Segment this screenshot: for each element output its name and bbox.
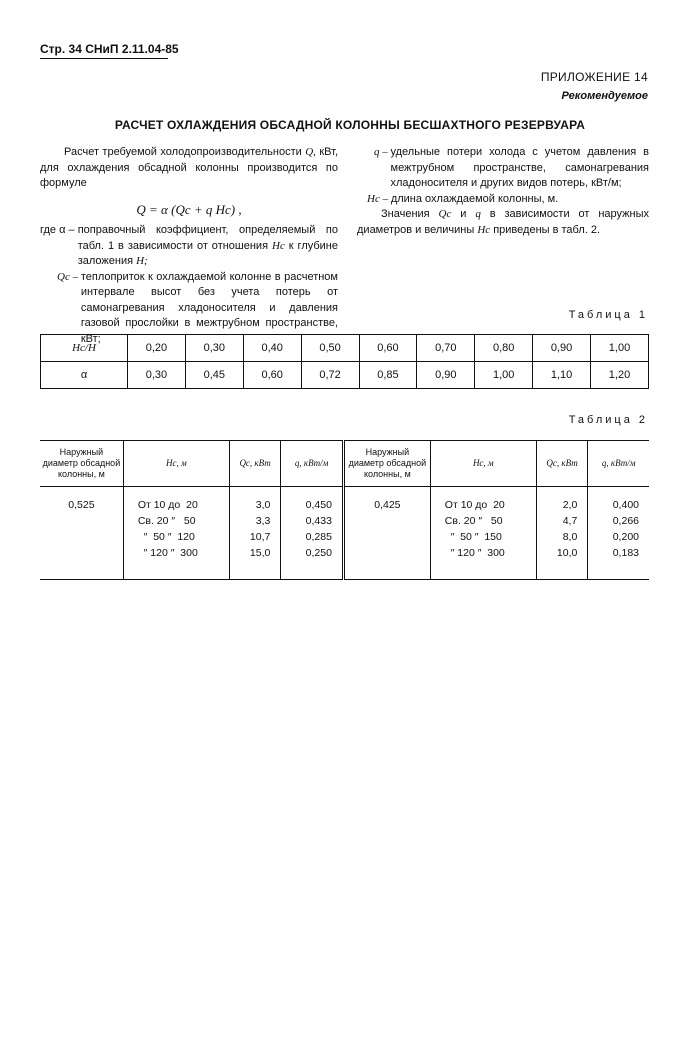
table2-caption: Таблица 2 (568, 414, 648, 426)
definition-hc: Hc – длина охлаждаемой колонны, м. (367, 192, 559, 205)
header-rule (40, 58, 168, 59)
table2-header-qc: Qc, кВт (536, 441, 588, 487)
table2-header-hc: Hc, м (430, 441, 536, 487)
left-column (40, 145, 338, 347)
table1-cell: 0,60 (243, 362, 301, 389)
table2-ranges: От 10 до 20 Св. 20 ″ 50 ″ 50 ″ 120 ″ 120 ″ 300 (123, 487, 229, 580)
table1-cell: 1,00 (591, 335, 649, 362)
table1-cell: 0,85 (359, 362, 417, 389)
table2-header-diameter: Наружный диаметр обсадной колонны, м (343, 441, 430, 487)
table2-header-q: q, кВт/м (588, 441, 649, 487)
table1-row-alpha (41, 362, 649, 389)
table2-qc-values: 3,0 3,3 10,7 15,0 (229, 487, 281, 580)
table2-qc-values: 2,0 4,7 8,0 10,0 (536, 487, 588, 580)
page-header: Стр. 34 СНиП 2.11.04-85 (40, 42, 179, 56)
definition-alpha: где α – поправочный коэффициент, определяемый по табл. 1 в зависимости от отношения Hc к глубине заложения H; (40, 224, 338, 267)
formula: Q = α (Qc + q Hc) , (136, 201, 242, 217)
table2-header-q: q, кВт/м (281, 441, 344, 487)
table1-cell: 0,90 (533, 335, 591, 362)
intro-paragraph: Расчет требуемой холодопроизводительности Q, кВт, для охлаждения обсадной колонны производится по формуле (40, 146, 339, 189)
table1-cell: 0,20 (128, 335, 186, 362)
table1-cell: 0,70 (417, 335, 475, 362)
table1-cell: 0,30 (128, 362, 186, 389)
right-column (357, 145, 649, 238)
table1-cell: 1,00 (475, 362, 533, 389)
table1-cell: 1,20 (591, 362, 649, 389)
table-1 (40, 334, 649, 389)
table1-cell: 0,60 (359, 335, 417, 362)
appendix-label: ПРИЛОЖЕНИЕ 14 (540, 70, 648, 84)
table1-row-hc-h (41, 335, 649, 362)
table1-cell: 0,30 (185, 335, 243, 362)
table-2 (40, 440, 649, 580)
values-paragraph: Значения Qc и q в зависимости от наружных диаметров и величины Hc приведены в табл. 2. (357, 208, 649, 236)
table1-cell: 0,80 (475, 335, 533, 362)
table1-row-label: Hc/H (41, 335, 128, 362)
table1-caption: Таблица 1 (568, 309, 648, 321)
table1-row-label: α (41, 362, 128, 389)
table2-header-row (40, 441, 649, 487)
table2-header-diameter: Наружный диаметр обсадной колонны, м (40, 441, 123, 487)
table1-cell: 1,10 (533, 362, 591, 389)
table1-cell: 0,40 (243, 335, 301, 362)
definition-q: q – удельные потери холода с учетом давления в межтрубном пространстве, самонагревания хладоносителя и других видов потерь, кВт/м; (374, 146, 649, 189)
table2-ranges: От 10 до 20 Св. 20 ″ 50 ″ 50 ″ 150 ″ 120 ″ 300 (430, 487, 536, 580)
table2-body-row (40, 487, 649, 580)
table1-cell: 0,72 (301, 362, 359, 389)
table2-header-hc: Hc, м (123, 441, 229, 487)
table2-diameter: 0,425 (343, 487, 430, 580)
table2-q-values: 0,400 0,266 0,200 0,183 (588, 487, 649, 580)
table2-diameter: 0,525 (40, 487, 123, 580)
table1-cell: 0,45 (185, 362, 243, 389)
table2-header-qc: Qc, кВт (229, 441, 281, 487)
table1-cell: 0,50 (301, 335, 359, 362)
definition-qc: Qc – теплоприток к охлаждаемой колонне в расчетном интервале высот без учета потерь от самонагревания хладоносителя и давления газовой прослойки в межтрубном пространстве, кВт; (57, 270, 338, 345)
document-title: РАСЧЕТ ОХЛАЖДЕНИЯ ОБСАДНОЙ КОЛОННЫ БЕСШАХТНОГО РЕЗЕРВУАРА (114, 118, 586, 132)
table2-q-values: 0,450 0,433 0,285 0,250 (281, 487, 344, 580)
table1-cell: 0,90 (417, 362, 475, 389)
appendix-status: Рекомендуемое (561, 90, 648, 102)
